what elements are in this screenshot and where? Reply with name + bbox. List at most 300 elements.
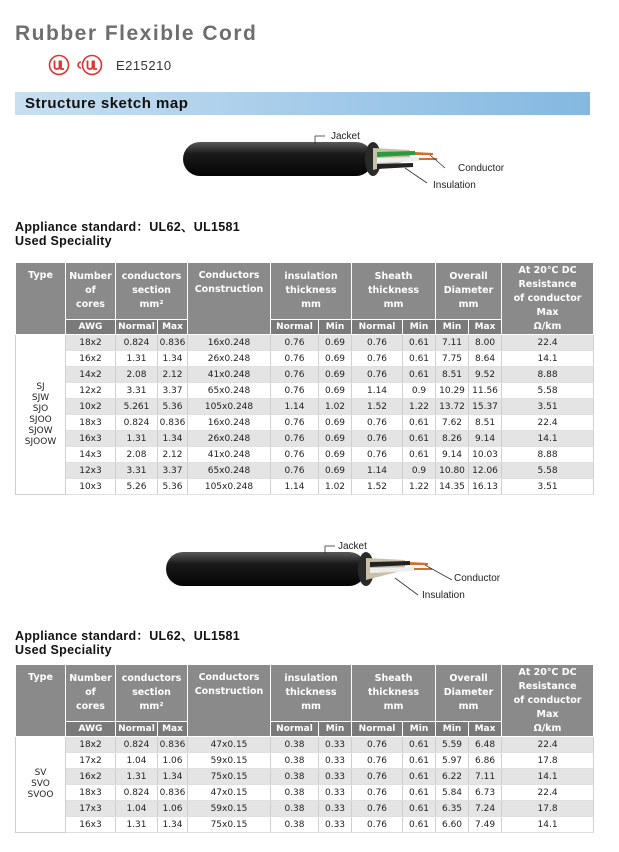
table-cell: 0.76 bbox=[271, 383, 319, 399]
table-cell: 17x3 bbox=[66, 801, 116, 817]
conductor-label: Conductor bbox=[458, 163, 505, 174]
header-max: Max bbox=[469, 320, 502, 335]
table-cell: 1.02 bbox=[319, 479, 352, 495]
header-line: Overall bbox=[449, 271, 488, 282]
table-cell: 59x0.15 bbox=[188, 753, 271, 769]
type-name: SJOOW bbox=[24, 436, 57, 447]
table-cell: 59x0.15 bbox=[188, 801, 271, 817]
table-cell: 0.76 bbox=[352, 769, 403, 785]
table-cell: 26x0.248 bbox=[188, 351, 271, 367]
table-cell: 7.75 bbox=[436, 351, 469, 367]
header-line: insulation bbox=[284, 673, 338, 684]
table-cell: 18x3 bbox=[66, 785, 116, 801]
header-max: Max bbox=[158, 722, 188, 737]
table-cell: 0.836 bbox=[158, 785, 188, 801]
header-line: Ω/km bbox=[533, 320, 562, 332]
table-cell: 0.61 bbox=[403, 817, 436, 833]
header-max: Max bbox=[158, 320, 188, 335]
type-cell bbox=[16, 737, 66, 833]
table-row bbox=[16, 801, 594, 817]
certification-marks bbox=[48, 53, 172, 77]
table-cell: 1.04 bbox=[116, 753, 158, 769]
table-cell: 26x0.248 bbox=[188, 431, 271, 447]
table-cell: 5.97 bbox=[436, 753, 469, 769]
table-cell: 0.76 bbox=[271, 415, 319, 431]
table-cell: 0.76 bbox=[352, 367, 403, 383]
table-cell: 1.34 bbox=[158, 769, 188, 785]
header-line: section bbox=[132, 687, 171, 698]
header-normal: Normal bbox=[116, 320, 158, 335]
header-line: mm bbox=[383, 299, 404, 310]
table-cell: 0.61 bbox=[403, 801, 436, 817]
type-name: SJW bbox=[31, 392, 50, 403]
table-cell: 1.14 bbox=[352, 383, 403, 399]
standard-line: Appliance standard：UL62、UL1581 bbox=[15, 629, 241, 643]
table-cell: 0.824 bbox=[116, 335, 158, 351]
table-cell: 75x0.15 bbox=[188, 817, 271, 833]
table-cell: 3.37 bbox=[158, 383, 188, 399]
header-awg: AWG bbox=[66, 722, 116, 737]
header-awg: AWG bbox=[66, 320, 116, 335]
table-cell: 65x0.248 bbox=[188, 463, 271, 479]
table-cell: 7.11 bbox=[469, 769, 502, 785]
table-cell: 12x3 bbox=[66, 463, 116, 479]
header-line: mm bbox=[458, 701, 479, 712]
table-cell: 0.33 bbox=[319, 801, 352, 817]
table-row bbox=[16, 769, 594, 785]
table-cell: 14x2 bbox=[66, 367, 116, 383]
table-cell: 11.56 bbox=[469, 383, 502, 399]
table-cell: 10.80 bbox=[436, 463, 469, 479]
table-row bbox=[16, 753, 594, 769]
table-cell: 0.38 bbox=[271, 737, 319, 753]
table-cell: 14x3 bbox=[66, 447, 116, 463]
conductor-label-2: Conductor bbox=[454, 573, 501, 584]
header-construction bbox=[188, 665, 271, 737]
header-line: At 20℃ DC bbox=[518, 666, 577, 678]
header-row bbox=[16, 263, 594, 320]
table-cell: 16.13 bbox=[469, 479, 502, 495]
table-cell: 0.9 bbox=[403, 383, 436, 399]
insulation-label: Insulation bbox=[433, 180, 476, 191]
header-line: thickness bbox=[285, 687, 337, 698]
table-cell: 0.38 bbox=[271, 785, 319, 801]
header-line: Number bbox=[69, 673, 112, 684]
header-insulation bbox=[271, 665, 352, 722]
table-cell: 0.76 bbox=[271, 351, 319, 367]
table-cell: 0.69 bbox=[319, 335, 352, 351]
table-cell: 18x3 bbox=[66, 415, 116, 431]
table-cell: 1.34 bbox=[158, 817, 188, 833]
table-cell: 0.33 bbox=[319, 737, 352, 753]
table-cell: 8.51 bbox=[436, 367, 469, 383]
table-row bbox=[16, 817, 594, 833]
header-construction bbox=[188, 263, 271, 335]
standard-heading-2 bbox=[15, 629, 240, 657]
header-resistance bbox=[502, 263, 594, 335]
type-name: SJOO bbox=[29, 414, 52, 425]
table-cell: 14.1 bbox=[502, 817, 594, 833]
table-row bbox=[16, 335, 594, 351]
table-cell: 7.11 bbox=[436, 335, 469, 351]
header-line: mm bbox=[301, 701, 321, 712]
header-sheath bbox=[352, 263, 436, 320]
header-line: conductors bbox=[121, 673, 182, 684]
table-cell: 0.33 bbox=[319, 769, 352, 785]
table-cell: 1.52 bbox=[352, 479, 403, 495]
header-line: Max bbox=[536, 708, 559, 720]
table-cell: 9.52 bbox=[469, 367, 502, 383]
table-cell: 16x0.248 bbox=[188, 415, 271, 431]
header-section bbox=[116, 665, 188, 722]
table-cell: 8.51 bbox=[469, 415, 502, 431]
header-line: Number bbox=[69, 271, 112, 282]
header-line: thickness bbox=[285, 285, 337, 296]
table-cell: 8.88 bbox=[502, 447, 594, 463]
table-cell: 18x2 bbox=[66, 335, 116, 351]
table-cell: 12.06 bbox=[469, 463, 502, 479]
header-line: Ω/km bbox=[533, 722, 562, 734]
table-cell: 0.38 bbox=[271, 753, 319, 769]
table-cell: 0.76 bbox=[271, 335, 319, 351]
spec-table-2 bbox=[15, 664, 594, 833]
table-cell: 0.33 bbox=[319, 785, 352, 801]
header-line: mm bbox=[301, 299, 321, 310]
table-cell: 14.1 bbox=[502, 769, 594, 785]
header-line: of conductor bbox=[513, 292, 582, 304]
table-cell: 3.31 bbox=[116, 383, 158, 399]
header-normal: Normal bbox=[352, 320, 403, 335]
table-cell: 75x0.15 bbox=[188, 769, 271, 785]
table-cell: 0.76 bbox=[352, 447, 403, 463]
table-cell: 5.36 bbox=[158, 399, 188, 415]
table-cell: 3.51 bbox=[502, 399, 594, 415]
table-row bbox=[16, 415, 594, 431]
table-cell: 0.69 bbox=[319, 351, 352, 367]
table-cell: 22.4 bbox=[502, 415, 594, 431]
table-cell: 1.31 bbox=[116, 351, 158, 367]
header-resistance bbox=[502, 665, 594, 737]
table-row bbox=[16, 447, 594, 463]
table-cell: 0.824 bbox=[116, 737, 158, 753]
table-cell: 1.14 bbox=[271, 479, 319, 495]
table-cell: 0.61 bbox=[403, 431, 436, 447]
header-line: thickness bbox=[368, 285, 420, 296]
header-line: of conductor bbox=[513, 694, 582, 706]
table-cell: 8.64 bbox=[469, 351, 502, 367]
table-cell: 0.61 bbox=[403, 367, 436, 383]
table-cell: 0.76 bbox=[352, 335, 403, 351]
table-cell: 0.38 bbox=[271, 769, 319, 785]
table-cell: 9.14 bbox=[469, 431, 502, 447]
speciality-line: Used Speciality bbox=[15, 234, 112, 248]
header-line: Resistance bbox=[518, 680, 577, 692]
table-cell: 3.51 bbox=[502, 479, 594, 495]
table-cell: 16x2 bbox=[66, 769, 116, 785]
table-cell: 47x0.15 bbox=[188, 785, 271, 801]
table-cell: 1.34 bbox=[158, 351, 188, 367]
table-row bbox=[16, 383, 594, 399]
header-line: thickness bbox=[368, 687, 420, 698]
type-name: SJO bbox=[32, 403, 49, 414]
table-cell: 6.73 bbox=[469, 785, 502, 801]
table-cell: 0.76 bbox=[271, 367, 319, 383]
table-cell: 1.14 bbox=[271, 399, 319, 415]
table-cell: 5.59 bbox=[436, 737, 469, 753]
section-banner-title: Structure sketch map bbox=[25, 95, 189, 112]
table-cell: 2.08 bbox=[116, 447, 158, 463]
table-cell: 0.836 bbox=[158, 415, 188, 431]
jacket-label: Jacket bbox=[331, 131, 360, 142]
header-line: Construction bbox=[194, 284, 264, 295]
table-cell: 0.76 bbox=[352, 801, 403, 817]
table-cell: 1.31 bbox=[116, 431, 158, 447]
table-cell: 10.29 bbox=[436, 383, 469, 399]
table-cell: 14.1 bbox=[502, 351, 594, 367]
table-cell: 1.52 bbox=[352, 399, 403, 415]
table-cell: 3.31 bbox=[116, 463, 158, 479]
table-cell: 0.76 bbox=[352, 415, 403, 431]
table-cell: 10x2 bbox=[66, 399, 116, 415]
table-cell: 0.76 bbox=[352, 817, 403, 833]
header-type: Type bbox=[16, 263, 66, 335]
table-cell: 0.836 bbox=[158, 737, 188, 753]
table-row bbox=[16, 431, 594, 447]
header-line: of bbox=[85, 285, 96, 296]
table-cell: 7.49 bbox=[469, 817, 502, 833]
header-insulation bbox=[271, 263, 352, 320]
table-cell: 0.61 bbox=[403, 351, 436, 367]
header-line: Sheath bbox=[374, 271, 413, 282]
cul-logo-icon bbox=[74, 54, 104, 76]
table-cell: 22.4 bbox=[502, 785, 594, 801]
standard-heading-1 bbox=[15, 220, 240, 248]
table-cell: 65x0.248 bbox=[188, 383, 271, 399]
table-cell: 9.14 bbox=[436, 447, 469, 463]
table-cell: 1.22 bbox=[403, 479, 436, 495]
table-cell: 6.48 bbox=[469, 737, 502, 753]
table-cell: 10x3 bbox=[66, 479, 116, 495]
table-cell: 0.69 bbox=[319, 367, 352, 383]
table-cell: 13.72 bbox=[436, 399, 469, 415]
table-cell: 6.60 bbox=[436, 817, 469, 833]
header-line: Diameter bbox=[443, 285, 494, 296]
type-name: SJ bbox=[36, 381, 45, 392]
header-line: mm bbox=[383, 701, 404, 712]
header-min: Min bbox=[403, 722, 436, 737]
table-cell: 8.26 bbox=[436, 431, 469, 447]
table-cell: 0.76 bbox=[352, 351, 403, 367]
table-cell: 16x3 bbox=[66, 817, 116, 833]
table-cell: 5.36 bbox=[158, 479, 188, 495]
table-cell: 14.1 bbox=[502, 431, 594, 447]
section-banner bbox=[15, 92, 590, 115]
type-name: SVO bbox=[31, 779, 50, 789]
header-row bbox=[16, 665, 594, 722]
table-cell: 0.9 bbox=[403, 463, 436, 479]
table-cell: 8.00 bbox=[469, 335, 502, 351]
table-cell: 16x2 bbox=[66, 351, 116, 367]
table-cell: 41x0.248 bbox=[188, 447, 271, 463]
header-line: cores bbox=[76, 701, 105, 712]
table-cell: 17x2 bbox=[66, 753, 116, 769]
table-cell: 0.61 bbox=[403, 753, 436, 769]
header-line: At 20℃ DC bbox=[518, 264, 577, 276]
table-cell: 0.69 bbox=[319, 431, 352, 447]
header-line: mm bbox=[458, 299, 479, 310]
header-cores bbox=[66, 665, 116, 722]
table-cell: 1.06 bbox=[158, 801, 188, 817]
table-cell: 5.261 bbox=[116, 399, 158, 415]
table-cell: 1.04 bbox=[116, 801, 158, 817]
table-row bbox=[16, 367, 594, 383]
table-row bbox=[16, 479, 594, 495]
table-cell: 15.37 bbox=[469, 399, 502, 415]
table-cell: 0.824 bbox=[116, 785, 158, 801]
table-cell: 16x3 bbox=[66, 431, 116, 447]
table-cell: 2.12 bbox=[158, 447, 188, 463]
table-cell: 41x0.248 bbox=[188, 367, 271, 383]
header-line: Conductors bbox=[198, 270, 260, 281]
header-line: conductors bbox=[121, 271, 182, 282]
table-row bbox=[16, 785, 594, 801]
table-row bbox=[16, 737, 594, 753]
table-cell: 0.69 bbox=[319, 383, 352, 399]
header-line: section bbox=[132, 285, 171, 296]
table-cell: 105x0.248 bbox=[188, 479, 271, 495]
table-cell: 22.4 bbox=[502, 335, 594, 351]
header-min: Min bbox=[436, 722, 469, 737]
header-line: cores bbox=[76, 299, 105, 310]
table-cell: 17.8 bbox=[502, 753, 594, 769]
header-normal: Normal bbox=[271, 722, 319, 737]
table-cell: 17.8 bbox=[502, 801, 594, 817]
table-cell: 0.76 bbox=[271, 447, 319, 463]
table-cell: 5.58 bbox=[502, 463, 594, 479]
standard-line: Appliance standard：UL62、UL1581 bbox=[15, 220, 241, 234]
table-cell: 0.76 bbox=[271, 463, 319, 479]
table-cell: 5.26 bbox=[116, 479, 158, 495]
header-line: Construction bbox=[194, 686, 264, 697]
page-title: Rubber Flexible Cord bbox=[15, 22, 258, 45]
header-line: insulation bbox=[284, 271, 338, 282]
table-cell: 0.76 bbox=[271, 431, 319, 447]
table-cell: 1.31 bbox=[116, 769, 158, 785]
table-cell: 0.61 bbox=[403, 737, 436, 753]
table-cell: 2.08 bbox=[116, 367, 158, 383]
header-min: Min bbox=[436, 320, 469, 335]
table-cell: 7.62 bbox=[436, 415, 469, 431]
table-cell: 1.02 bbox=[319, 399, 352, 415]
header-line: Conductors bbox=[198, 672, 260, 683]
table-cell: 0.38 bbox=[271, 801, 319, 817]
table-cell: 6.86 bbox=[469, 753, 502, 769]
table-cell: 3.37 bbox=[158, 463, 188, 479]
header-line: Diameter bbox=[443, 687, 494, 698]
table-cell: 0.61 bbox=[403, 785, 436, 801]
header-line: Overall bbox=[449, 673, 488, 684]
table-cell: 0.33 bbox=[319, 753, 352, 769]
table-row bbox=[16, 399, 594, 415]
ul-logo-icon bbox=[48, 54, 70, 76]
table-row bbox=[16, 351, 594, 367]
table-cell: 7.24 bbox=[469, 801, 502, 817]
certificate-number: E215210 bbox=[116, 57, 172, 73]
table-cell: 6.22 bbox=[436, 769, 469, 785]
table-cell: 12x2 bbox=[66, 383, 116, 399]
table-cell: 0.76 bbox=[352, 737, 403, 753]
table-cell: 8.88 bbox=[502, 367, 594, 383]
table-cell: 47x0.15 bbox=[188, 737, 271, 753]
header-line: mm² bbox=[139, 299, 164, 310]
table-row bbox=[16, 463, 594, 479]
table-cell: 0.824 bbox=[116, 415, 158, 431]
table-cell: 2.12 bbox=[158, 367, 188, 383]
table-cell: 6.35 bbox=[436, 801, 469, 817]
table-cell: 5.58 bbox=[502, 383, 594, 399]
header-normal: Normal bbox=[352, 722, 403, 737]
header-min: Min bbox=[403, 320, 436, 335]
table-cell: 1.22 bbox=[403, 399, 436, 415]
table-cell: 0.38 bbox=[271, 817, 319, 833]
table-cell: 0.33 bbox=[319, 817, 352, 833]
header-line: Sheath bbox=[374, 673, 413, 684]
table-cell: 10.03 bbox=[469, 447, 502, 463]
header-diameter bbox=[436, 263, 502, 320]
table-cell: 16x0.248 bbox=[188, 335, 271, 351]
type-name: SV bbox=[34, 768, 47, 778]
type-name: SJOW bbox=[28, 425, 53, 436]
header-min: Min bbox=[319, 722, 352, 737]
table-cell: 22.4 bbox=[502, 737, 594, 753]
insulation-label-2: Insulation bbox=[422, 590, 465, 601]
spec-table-1 bbox=[15, 262, 594, 495]
header-cores bbox=[66, 263, 116, 320]
table-cell: 0.61 bbox=[403, 415, 436, 431]
header-min: Min bbox=[319, 320, 352, 335]
type-cell bbox=[16, 335, 66, 495]
table-cell: 0.61 bbox=[403, 447, 436, 463]
type-name: SVOO bbox=[27, 790, 54, 800]
table-cell: 0.76 bbox=[352, 753, 403, 769]
table-cell: 0.69 bbox=[319, 415, 352, 431]
header-type: Type bbox=[16, 665, 66, 737]
header-max: Max bbox=[469, 722, 502, 737]
table-cell: 0.61 bbox=[403, 769, 436, 785]
table-cell: 1.34 bbox=[158, 431, 188, 447]
table-cell: 0.76 bbox=[352, 431, 403, 447]
header-normal: Normal bbox=[271, 320, 319, 335]
jacket-label-2: Jacket bbox=[338, 541, 367, 552]
table-cell: 1.31 bbox=[116, 817, 158, 833]
table-cell: 0.69 bbox=[319, 447, 352, 463]
table-cell: 0.69 bbox=[319, 463, 352, 479]
header-normal: Normal bbox=[116, 722, 158, 737]
speciality-line: Used Speciality bbox=[15, 643, 112, 657]
header-line: mm² bbox=[139, 701, 164, 712]
header-sheath bbox=[352, 665, 436, 722]
table-cell: 14.35 bbox=[436, 479, 469, 495]
table-cell: 0.61 bbox=[403, 335, 436, 351]
header-section bbox=[116, 263, 188, 320]
header-line: Max bbox=[536, 306, 559, 318]
table-cell: 5.84 bbox=[436, 785, 469, 801]
header-line: of bbox=[85, 687, 96, 698]
header-diameter bbox=[436, 665, 502, 722]
header-line: Resistance bbox=[518, 278, 577, 290]
table-cell: 1.06 bbox=[158, 753, 188, 769]
table-cell: 0.836 bbox=[158, 335, 188, 351]
